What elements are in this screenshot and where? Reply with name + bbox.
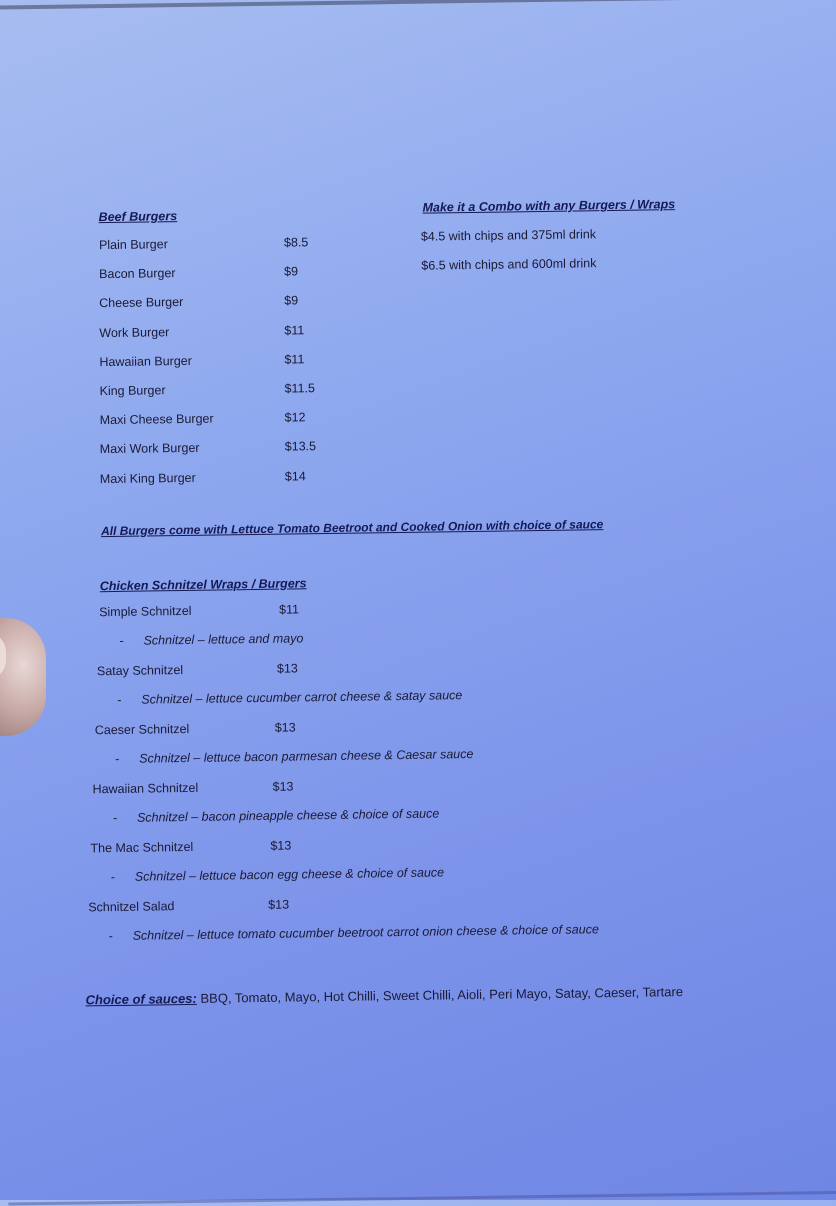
sauces-line [85,984,683,1007]
combo-heading: Make it a Combo with any Burgers / Wraps [422,197,676,215]
description-text: Schnitzel – lettuce and mayo [143,631,304,648]
item-price: $9 [283,264,299,279]
chicken-schnitzel-heading: Chicken Schnitzel Wraps / Burgers [99,576,307,594]
item-price: $13 [274,720,296,735]
description-text: Schnitzel – lettuce bacon egg cheese & choice of sauce [134,865,445,884]
item-name: Hawaiian Schnitzel [92,780,199,797]
bullet-dash: - [119,633,124,648]
item-price: $11.5 [284,381,315,396]
item-price: $14 [284,468,306,484]
item-name: Simple Schnitzel [99,603,192,620]
beef-burgers-heading: Beef Burgers [98,209,178,225]
item-name: Maxi Work Burger [99,441,200,457]
bullet-dash: - [117,692,122,707]
item-description [113,806,439,825]
item-price: $13 [268,897,290,912]
item-description [111,865,444,884]
item-description [119,631,303,648]
bullet-dash: - [108,929,113,944]
item-name: Hawaiian Burger [99,353,192,369]
item-price: $8.5 [283,235,309,250]
item-name: Maxi Cheese Burger [99,411,214,428]
item-description [115,747,473,766]
burger-note: All Burgers come with Lettuce Tomato Beetroot and Cooked Onion with choice of sauce [100,517,604,539]
item-price: $11 [284,322,305,338]
item-name: Satay Schnitzel [96,663,184,679]
item-price: $13 [272,779,294,794]
item-price: $12 [284,410,306,425]
item-name: Bacon Burger [99,266,176,282]
item-price: $9 [284,293,299,308]
item-name: The Mac Schnitzel [90,839,194,856]
sauces-label: Choice of sauces: [85,990,197,1008]
description-text: Schnitzel – lettuce cucumber carrot cheese & satay sauce [141,688,463,707]
item-description [109,922,599,943]
thumb [0,618,46,736]
item-price: $11 [279,602,300,617]
description-text: Schnitzel – lettuce bacon parmesan cheese & Caesar sauce [139,746,474,766]
item-name: Work Burger [99,324,170,340]
item-price: $13.5 [284,439,317,454]
page-edge-top [0,0,828,10]
item-name: Caeser Schnitzel [94,721,190,738]
page-edge-bottom [8,1191,836,1206]
sauces-list: BBQ, Tomato, Mayo, Hot Chilli, Sweet Chilli, Aioli, Peri Mayo, Satay, Caeser, Tartare [200,984,684,1006]
item-description [117,688,462,707]
combo-option: $4.5 with chips and 375ml drink [420,227,597,244]
item-price: $13 [276,661,298,676]
description-text: Schnitzel – bacon pineapple cheese & choice of sauce [136,806,440,825]
item-name: Maxi King Burger [99,470,196,486]
combo-option: $6.5 with chips and 600ml drink [421,256,597,273]
bullet-dash: - [115,751,120,766]
description-text: Schnitzel – lettuce tomato cucumber beetroot carrot onion cheese & choice of sauce [132,922,599,943]
bullet-dash: - [112,810,118,826]
bullet-dash: - [110,870,116,885]
item-price: $13 [270,838,292,853]
item-price: $11 [284,352,305,367]
item-name: King Burger [99,383,166,399]
item-name: Schnitzel Salad [88,899,175,915]
item-name: Cheese Burger [99,295,184,311]
thumbnail-nail [0,632,6,680]
item-name: Plain Burger [98,237,168,253]
